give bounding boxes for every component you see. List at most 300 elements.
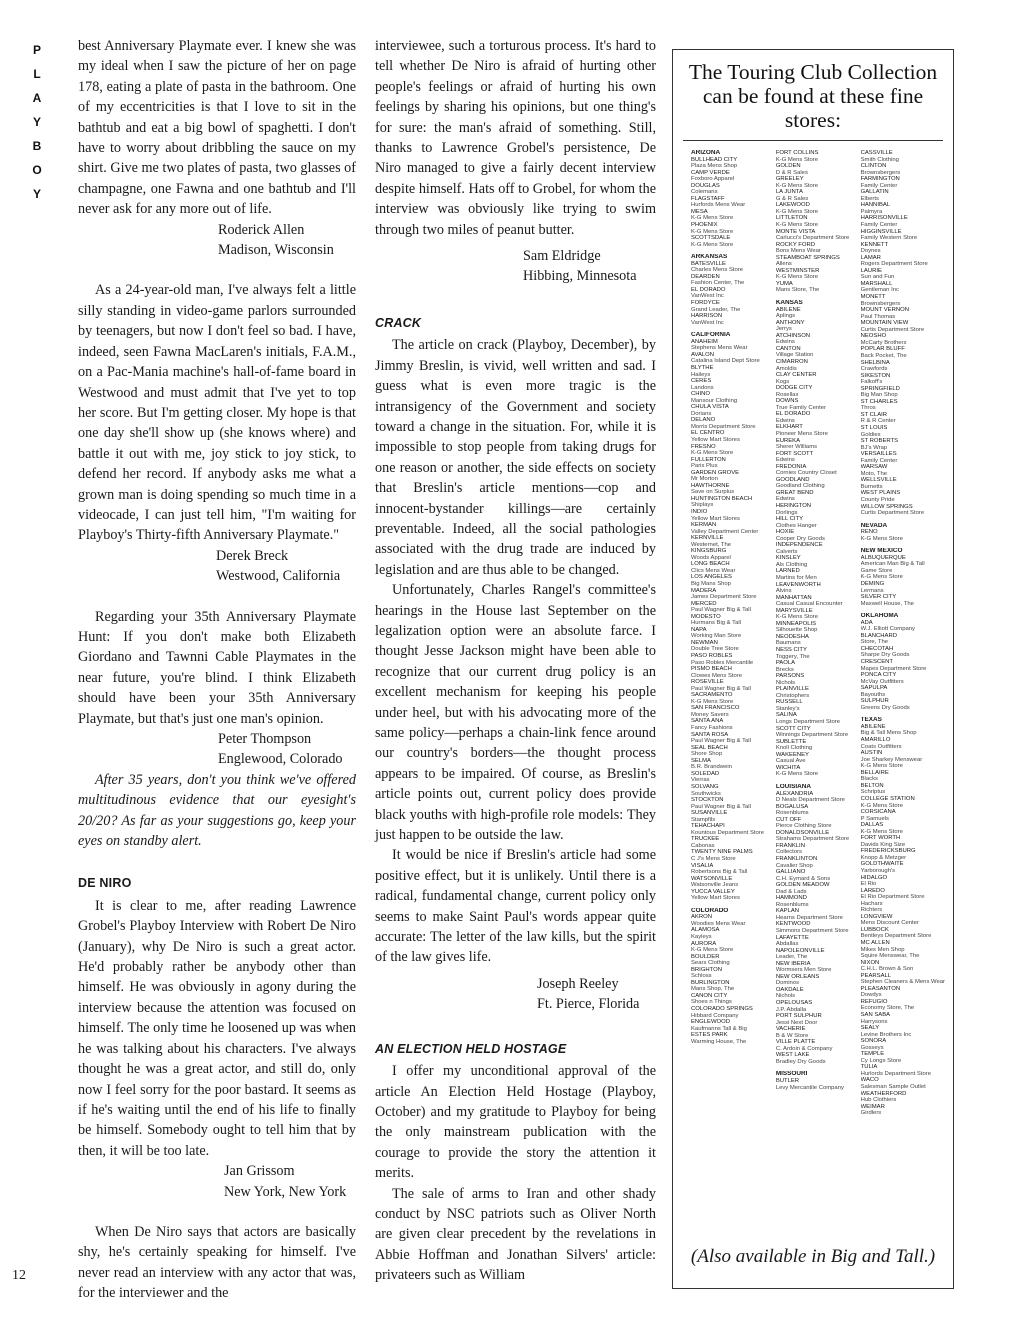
store-name: County Pride: [860, 496, 895, 503]
store-name: Kountous Department Store: [691, 829, 765, 836]
store-name: Money Savers: [691, 711, 729, 718]
city-name: HERINGTON: [775, 502, 812, 509]
signature-place: Madison, Wisconsin: [218, 242, 334, 259]
store-name: Pierce Clothing Store: [775, 823, 832, 830]
letter-signature: [375, 974, 656, 1015]
city-name: VISALIA: [691, 862, 714, 869]
store-name: Westernet, The: [691, 541, 732, 548]
city-name: NEWMAN: [691, 639, 718, 646]
city-name: ENGLEWOOD: [691, 1019, 730, 1026]
city-name: HIDALGO: [860, 874, 888, 881]
city-name: WAKEENEY: [775, 751, 809, 758]
store-name: VanWest Inc: [691, 319, 724, 326]
store-name: Joe Sharkey Menswear: [860, 756, 923, 763]
city-name: ST CLAIR: [860, 411, 888, 418]
store-name: Schloss: [691, 973, 712, 980]
store-name: Southwicks: [691, 790, 721, 797]
store-name: Aplings: [775, 313, 796, 320]
store-name: Thros: [860, 405, 876, 412]
store-name: Paul Wagner Big & Tall: [691, 803, 751, 810]
store-name: Alvins: [775, 588, 792, 595]
store-name: Toggery, The: [775, 653, 810, 660]
city-name: EUREKA: [775, 437, 801, 444]
city-name: MANHATTAN: [775, 594, 812, 601]
city-name: LAFAYETTE: [775, 934, 809, 941]
city-name: ALAMOSA: [691, 927, 720, 934]
store-name: McCarty Brothers: [860, 339, 907, 346]
store-name: B & W Store: [775, 1032, 809, 1039]
store-name: Morris Department Store: [691, 423, 756, 430]
store-name: K-G Mens Store: [691, 215, 734, 222]
store-name: Edwins: [775, 339, 795, 346]
signature-place: New York, New York: [224, 1183, 347, 1200]
state-heading: CALIFORNIA: [691, 332, 731, 339]
store-name: K-G Mens Store: [775, 156, 819, 163]
page-number: 12: [12, 1268, 26, 1283]
city-name: SELMA: [691, 757, 711, 764]
city-name: PHOENIX: [691, 222, 718, 229]
store-name: K-G Mens Store: [860, 574, 903, 581]
magazine-letter: O: [32, 163, 42, 177]
letter-text: Unfortunately, Charles Rangel's committee's hearings in the House last September on the legalization option were an absolute farce. I thought Jesse Jackson might have been able to recognize that our current drug policy is an excellent mechanism for keeping his people under heel, but with his advocating more of the same policy—perhaps a chain-link fence around our country's borders—the thought process appears to be impaired. Of course, as Breslin's article points out, current policy does provide black youths with high-profile role models: They just happen to be outside the law.: [375, 582, 656, 844]
store-columns: [691, 150, 945, 1117]
city-name: SOLEDAD: [691, 770, 720, 777]
city-name: BELTON: [860, 782, 884, 789]
store-name: Burnetts: [860, 483, 883, 490]
store-name: Mans Shop, The: [691, 986, 735, 993]
store-name: Cooper Dry Goods: [775, 535, 825, 542]
store-name: Yellow Mart Stores: [691, 895, 740, 902]
city-name: HILL CITY: [775, 516, 804, 523]
city-name: AUSTIN: [860, 750, 883, 757]
city-name: LONGVIEW: [860, 913, 893, 920]
store-name: Shoes n Things: [691, 999, 732, 1006]
city-name: KINSLEY: [775, 555, 801, 562]
city-name: GALLIANO: [775, 869, 806, 876]
city-name: PEARSALL: [860, 972, 892, 979]
letter-signature: [78, 729, 356, 770]
city-name: KAPLAN: [775, 908, 800, 915]
store-name: Back Pocket, The: [860, 352, 907, 359]
city-name: SIKESTON: [860, 372, 891, 379]
city-name: GOODLAND: [775, 476, 810, 483]
store-name: Paul Wagner Big & Tall: [691, 685, 751, 692]
city-name: NESS CITY: [775, 647, 807, 654]
city-name: KENTWOOD: [775, 921, 811, 928]
store-name: Gosseys: [860, 1044, 884, 1051]
city-name: FRANKLIN: [775, 842, 805, 849]
city-name: SOLVANG: [691, 783, 719, 790]
store-name: Nichols: [775, 679, 796, 686]
city-name: AKRON: [691, 914, 712, 921]
city-name: BOGALUSA: [775, 803, 809, 810]
city-name: REFUGIO: [860, 998, 888, 1005]
store-name: Save on Surplus: [691, 489, 735, 496]
city-name: MONTE VISTA: [775, 228, 816, 235]
store-name: Foxboro Apparel: [691, 176, 735, 183]
city-name: FORT WORTH: [860, 835, 901, 842]
signature-name: Jan Grissom: [224, 1163, 295, 1180]
city-name: MODESTO: [691, 613, 721, 620]
city-name: PORT SULPHUR: [775, 1013, 822, 1020]
store-name: Girdlers: [860, 1110, 882, 1117]
city-name: CERES: [691, 378, 712, 385]
city-name: HANNIBAL: [860, 202, 891, 209]
store-name: Stampfils: [691, 816, 716, 823]
signature-name: Derek Breck: [216, 547, 289, 564]
city-name: STEAMBOAT SPRINGS: [775, 254, 840, 261]
city-name: ST CHARLES: [860, 398, 898, 405]
state-heading: OKLAHOMA: [860, 613, 899, 620]
store-name: Salesman Sample Outlet: [860, 1084, 926, 1091]
signature-place: Ft. Pierce, Florida: [537, 996, 640, 1013]
state-heading: LOUISIANA: [775, 783, 811, 790]
city-name: SANTA ANA: [691, 718, 724, 725]
city-name: PARSONS: [775, 673, 805, 680]
store-name: Jerrys: [775, 326, 792, 333]
store-name: K-G Mens Store: [860, 763, 903, 770]
store-name: Wormsers Men Store: [775, 967, 832, 974]
store-name: J.P. Abdalla: [775, 1006, 807, 1013]
city-name: LONG BEACH: [691, 561, 730, 568]
store-name: Casual Casual Encounter: [775, 601, 843, 608]
city-name: HAWTHORNE: [691, 482, 730, 489]
store-name: Paso Robles Mercantile: [691, 659, 754, 666]
store-name: Shore Shop: [691, 751, 723, 758]
city-name: GALLATIN: [860, 189, 889, 196]
store-name: Baumans: [775, 640, 801, 647]
store-name: Edwins: [775, 417, 795, 424]
city-name: MINNEAPOLIS: [775, 620, 817, 627]
store-name: Dowdys: [860, 992, 882, 999]
section-heading-election: AN ELECTION HELD HOSTAGE: [375, 1041, 567, 1056]
city-name: KENNETT: [860, 241, 889, 248]
city-name: FREDONIA: [775, 463, 807, 470]
magazine-letter: Y: [32, 115, 41, 129]
city-name: FLAGSTAFF: [691, 195, 725, 202]
store-name: Catalina Island Dept Store: [691, 358, 760, 365]
store-name: Crawfords: [860, 366, 888, 373]
city-name: YUMA: [775, 280, 793, 287]
magazine-letter: L: [33, 67, 41, 81]
city-name: DEMING: [860, 581, 885, 587]
store-name: VanWest Inc: [691, 293, 724, 300]
store-list-ad: [672, 49, 954, 1289]
city-name: SONORA: [860, 1038, 887, 1045]
city-name: TRUCKEE: [691, 836, 720, 843]
store-name: Fashion Center, The: [691, 280, 745, 287]
city-name: ST LOUIS: [860, 424, 888, 431]
store-name: Mapes Department Store: [860, 665, 927, 672]
store-name: K-G Mens Store: [860, 802, 903, 809]
store-name: Knoll Clothing: [775, 745, 813, 752]
city-name: WACO: [860, 1077, 879, 1084]
city-name: MERCED: [691, 600, 717, 607]
store-list-footer: (Also available in Big and Tall.): [690, 1246, 936, 1267]
signature-name: Peter Thompson: [218, 731, 312, 747]
store-name: Schriptus: [860, 789, 886, 796]
store-name: Village Station: [775, 352, 814, 359]
city-name: EL CENTRO: [691, 430, 725, 437]
state-heading: NEW MEXICO: [860, 548, 903, 555]
store-name: Bentleys Department Store: [860, 933, 932, 940]
store-name: El Rio: [860, 881, 877, 888]
city-name: CAMP VERDE: [691, 169, 730, 176]
city-name: WARSAW: [860, 464, 888, 471]
city-name: BUTLER: [775, 1078, 800, 1085]
city-name: HARRISONVILLE: [860, 215, 908, 222]
city-name: HARRISON: [691, 313, 723, 320]
store-name: Dorians: [691, 410, 712, 417]
store-name: Goldies: [860, 431, 881, 438]
city-name: TWENTY NINE PALMS: [691, 849, 753, 856]
store-column: [861, 150, 945, 1117]
store-name: Hurlords Department Store: [860, 1070, 932, 1077]
city-name: DALLAS: [860, 822, 884, 829]
store-name: Davids King Size: [860, 841, 906, 848]
city-name: DELANO: [691, 417, 716, 424]
store-name: Brownsbergers: [860, 300, 901, 307]
city-name: INDEPENDENCE: [775, 542, 823, 549]
store-name: G & R Sales: [775, 195, 809, 202]
store-name: Charles Mens Store: [691, 267, 744, 274]
store-name: Paul Wagner Big & Tall: [691, 607, 751, 614]
city-name: VERSAILLES: [860, 451, 897, 458]
city-name: BATESVILLE: [691, 260, 726, 267]
store-name: Cabonas: [691, 842, 715, 849]
store-name: Martins for Men: [775, 575, 817, 581]
city-name: BULLHEAD CITY: [691, 156, 738, 163]
city-name: CLINTON: [860, 163, 887, 170]
store-name: Stephen Cleaners & Mens Wear: [860, 979, 945, 986]
city-name: DODGE CITY: [775, 385, 813, 392]
city-name: ST ROBERTS: [860, 438, 899, 445]
city-name: WESTMINSTER: [775, 267, 820, 274]
letter-text: It would be nice if Breslin's article had some positive effect, but it is unlikely. Until there is a radical, fundamental change, current policy only seems to make Saint Paul's words appear quite accurate: The letter of the law kills, but the spirit of the law gives life.: [375, 847, 656, 966]
store-name: BJ's Wrap: [860, 444, 888, 451]
store-name: Store, The: [860, 639, 889, 646]
magazine-letter: Y: [32, 187, 41, 201]
store-name: Allens: [775, 261, 792, 268]
store-name: American Man Big & Tall: [860, 561, 925, 568]
city-name: PISMO BEACH: [691, 666, 732, 673]
city-name: CIMARRON: [775, 358, 808, 365]
city-name: GARDEN GROVE: [691, 469, 740, 476]
store-name: P Samuels: [860, 815, 890, 822]
city-name: CANON CITY: [691, 992, 728, 999]
store-name: Knopp & Metzger: [860, 854, 907, 861]
store-name: Family Center: [860, 222, 898, 229]
state-heading: ARKANSAS: [691, 254, 728, 261]
store-name: K-G Mens Store: [691, 241, 734, 248]
city-name: ROSEVILLE: [691, 679, 724, 686]
city-name: KERMAN: [691, 522, 717, 529]
store-name: Falkoff's: [860, 379, 883, 386]
city-name: SILVER CITY: [860, 594, 897, 601]
store-name: Bayouths: [860, 691, 886, 698]
city-name: SUSANVILLE: [691, 810, 728, 817]
store-name: Working Man Store: [691, 633, 742, 640]
magazine-letter: P: [32, 43, 41, 57]
store-name: D Neals Department Store: [775, 797, 845, 804]
city-name: DEARDEN: [691, 273, 720, 280]
city-name: WILLOW SPRINGS: [860, 503, 913, 510]
store-name: Gentleman Inc: [860, 287, 899, 294]
store-name: Doynes: [860, 248, 881, 255]
store-name: Kaufmanns Tall & Big: [691, 1025, 747, 1032]
city-name: FORDYCE: [691, 300, 720, 307]
store-name: Clics Mens Wear: [691, 567, 736, 574]
city-name: EL DORADO: [691, 286, 726, 293]
store-name: Palmyra: [860, 208, 883, 215]
store-name: Vierras: [691, 777, 710, 784]
store-name: Hearns Department Store: [775, 914, 843, 921]
store-name: Dominos: [775, 980, 800, 987]
store-name: Cornies Country Closet: [775, 470, 837, 477]
city-name: CANTON: [775, 345, 801, 352]
store-name: K-G Mens Store: [775, 208, 819, 215]
store-name: McVay Outfitters: [860, 678, 904, 685]
store-name: Nichols: [775, 993, 796, 1000]
city-name: LAURIE: [860, 267, 882, 274]
letter-text: When De Niro says that actors are basically shy, he's certainly speaking for himself. I've never read an interview with any actor that was, for the interviewer and the: [78, 1223, 356, 1302]
store-name: Colemans: [691, 189, 718, 196]
store-name: Cavalier Shop: [775, 862, 813, 869]
store-name: Family Center: [860, 182, 898, 189]
city-name: LA JUNTA: [775, 189, 803, 196]
store-name: Sears Clothing: [691, 960, 730, 967]
city-name: LITTLETON: [775, 215, 808, 222]
city-name: CHULA VISTA: [691, 404, 729, 411]
city-name: DOUGLAS: [691, 182, 720, 189]
heading-divider: [683, 140, 943, 141]
store-name: Edwins: [775, 457, 795, 464]
store-name: Goodland Clothing: [775, 483, 825, 490]
letter-signature: [375, 246, 656, 287]
city-name: CHECOTAH: [860, 645, 894, 652]
letter-text: interviewee, such a torturous process. It's hard to tell whether De Niro is afraid of hurting other people's feelings or afraid of hurting his own feelings by sharing his opinions, but one thing's for sure: the man's afraid of something. Still, thanks to Lawrence Grobel's persistence, De Niro managed to give a fairly decent interview despite himself. Hats off to Grobel, for whom the interview was obviously like trying to swim through two miles of peanut butter.: [375, 38, 656, 238]
city-name: SEALY: [860, 1025, 880, 1032]
store-name: C.H.L. Brown & Son: [860, 966, 914, 973]
city-name: SUBLETTE: [775, 738, 807, 745]
store-name: Mens Discount Center: [860, 920, 919, 927]
city-name: FREDERICKSBURG: [860, 848, 916, 855]
city-name: GREELEY: [775, 176, 804, 183]
store-name: K-G Mens Store: [691, 228, 734, 235]
store-name: Coats Outfitters: [860, 743, 902, 750]
city-name: AURORA: [691, 940, 717, 947]
store-name: Plaza Mens Shop: [691, 163, 738, 170]
city-name: ADA: [860, 619, 873, 626]
store-name: Smith Clothing: [860, 156, 899, 163]
magazine-letter: B: [32, 139, 42, 153]
store-name: Stanley's: [775, 705, 800, 712]
city-name: WEST LAKE: [775, 1052, 810, 1059]
store-name: El Rio Department Store: [860, 894, 925, 901]
store-name: Hachars: [860, 900, 883, 907]
store-name: Als Clothing: [775, 561, 808, 568]
city-name: OAKDALE: [775, 986, 804, 993]
signature-place: Westwood, California: [216, 568, 341, 585]
city-name: NEODESHA: [775, 633, 809, 640]
store-name: Collectors: [775, 849, 803, 856]
store-name: Hurfords Mens Wear: [691, 202, 746, 209]
store-name: Game Store: [860, 567, 893, 574]
letter-text: It is clear to me, after reading Lawrence Grobel's Playboy Interview with Robert De Niro (January), why De Niro is such a great actor. He'd probably rather be anybody other than himself. He was obviously in agony during the interview because the attention was focused on himself. The only time he loosened up was when he was talking about his characters. I've always thought he was a great actor, and still do, only now I feel sorry for the poor bastard. It seems as if he's waiting until the end of his life to finally be himself. Somebody ought to tell him that by then, it will be too late.: [78, 897, 356, 1159]
store-name: Curtis Department Store: [860, 510, 925, 517]
state-heading: NEVADA: [860, 522, 888, 529]
city-name: NEOSHO: [860, 333, 887, 340]
city-name: MONETT: [860, 294, 886, 301]
section-heading-crack: CRACK: [375, 315, 422, 330]
store-name: C.H. Eymard & Sons: [775, 875, 831, 882]
letter-text: I offer my unconditional approval of the article An Election Held Hostage (Playboy, October) and my gratitude to Playboy for being the only mainstream publication with the courage to provide the story the attention it merits.: [375, 1063, 656, 1182]
letter-text: As a 24-year-old man, I've always felt a little silly standing in video-game parlors surrounded by teenagers, but now I don't feel so bad. I have, indeed, seen Fawna MacLaren's initials, F.A.M., on a Pac-Mania machine's hall-of-fame board in Westwood and must admit that I've yet to top her score. But I'm getting closer. My hope is that one day she'll show up (she knows where) and battle it out with me, joy stick to joy stick, to defend her record. If anybody asks me what a grown man is doing spending so much time in a videocade, I can just tell him, "I'm waiting for Playboy's Thirty-fifth Anniversary Playmate.": [78, 282, 356, 544]
store-name: K-G Mens Store: [775, 222, 819, 229]
letter-signature: [78, 220, 356, 261]
signature-name: Roderick Allen: [218, 221, 305, 238]
signature-name: Joseph Reeley: [537, 975, 619, 992]
city-name: FORT COLLINS: [775, 150, 819, 156]
store-name: Economy Store, The: [860, 1005, 915, 1012]
store-name: Grand Leader, The: [691, 306, 741, 313]
city-name: OPELOUSAS: [775, 1000, 813, 1006]
store-name: Elberts: [860, 195, 879, 202]
store-name: Shiplays: [691, 502, 714, 509]
store-name: Paul Thomas: [860, 313, 896, 320]
store-name: Carlucci's Department Store: [775, 235, 850, 242]
store-name: Abdallas: [775, 941, 799, 948]
store-name: Stephens Mens Wear: [691, 345, 748, 352]
store-name: Big Mans Shop: [691, 581, 731, 587]
store-name: Big & Tall Mens Shop: [860, 730, 917, 737]
store-name: Sun and Fun: [860, 274, 895, 281]
store-name: Levine Brothers Inc: [860, 1031, 912, 1038]
store-name: Casual Ave: [775, 758, 806, 765]
city-name: COLLEGE STATION: [860, 795, 915, 802]
store-name: K-G Mens Store: [775, 614, 819, 621]
store-name: Clowes Mens Store: [691, 672, 743, 679]
city-name: STOCKTON: [691, 797, 724, 804]
store-name: Cy Longs Store: [860, 1057, 902, 1064]
city-name: CUT OFF: [775, 816, 802, 823]
city-name: SEAL BEACH: [691, 744, 728, 751]
city-name: LAREDO: [860, 887, 885, 894]
store-name: Watsonville Jeans: [691, 882, 739, 889]
state-heading: COLORADO: [691, 907, 729, 914]
city-name: WATSONVILLE: [691, 875, 733, 882]
store-name: K-G Mens Store: [775, 771, 819, 778]
store-list-heading: The Touring Club Collection can be found at these fine stores:: [688, 60, 938, 132]
city-name: WELLSVILLE: [860, 477, 897, 484]
city-name: DONALDSONVILLE: [775, 829, 830, 836]
city-name: FRANKLINTON: [775, 855, 818, 862]
store-name: K-G Mens Store: [691, 947, 734, 954]
store-name: Haileys: [691, 371, 711, 378]
store-name: Bons Mens Wear: [775, 248, 821, 255]
store-name: Silhouette Shop: [775, 627, 818, 634]
city-name: EL DORADO: [775, 411, 811, 418]
city-name: NEW IBERIA: [775, 960, 811, 967]
store-name: Warming House, The: [691, 1038, 747, 1045]
city-name: SULPHUR: [860, 698, 889, 705]
city-name: SAN FRANCISCO: [691, 705, 740, 712]
store-column: [691, 150, 770, 1117]
letter-text: best Anniversary Playmate ever. I knew she was my ideal when I saw the picture of her on page 178, eating a plate of pasta in the bathroom. One of my eccentricities is that I love to sit in the bathtub and eat a big bowl of spaghetti. I don't have to worry about dribbling the sauce on my shirt. Give me two plates of pasta, two glasses of champagne, one Fawna and one bathtub and I'll never ask for any more out of life.: [78, 38, 356, 218]
store-name: Hurmans Big & Tall: [691, 620, 741, 627]
city-name: ANAHEIM: [691, 338, 718, 345]
city-name: PLEASANTON: [860, 985, 901, 992]
